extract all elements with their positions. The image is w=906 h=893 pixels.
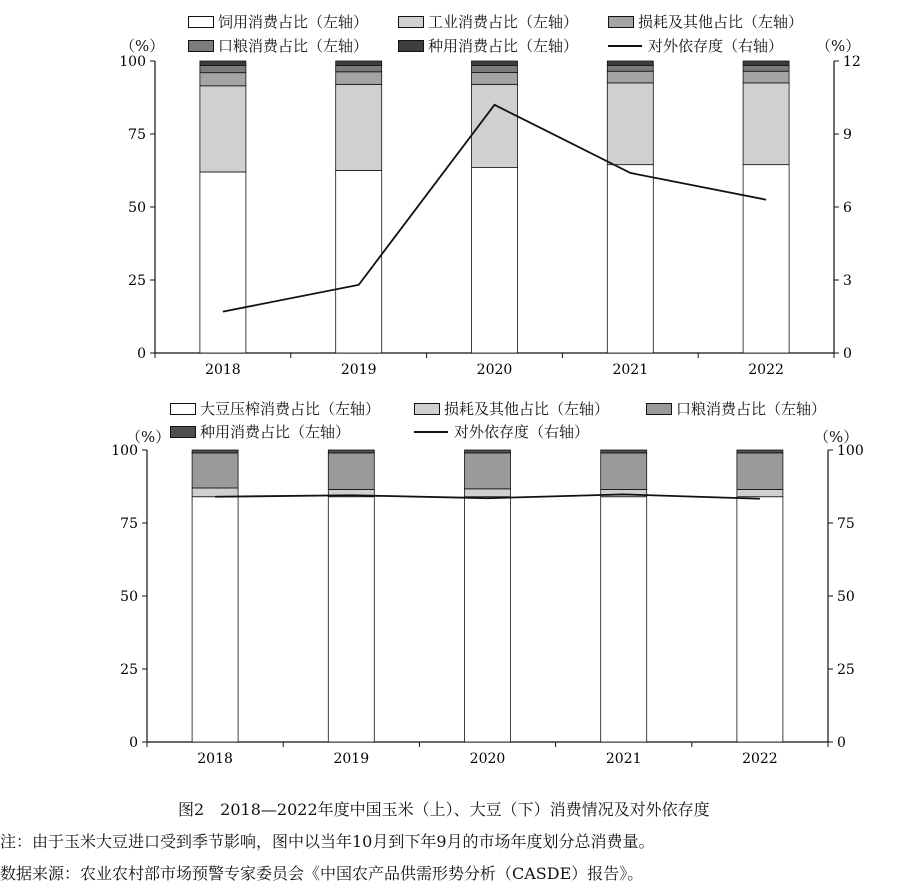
legend-label: 饲用消费占比（左轴） (218, 13, 369, 31)
bar-segment (328, 497, 374, 742)
left-tick-label: 50 (120, 589, 138, 605)
bottom-right-unit: （%） (814, 428, 859, 446)
bar-segment (607, 71, 653, 83)
bar-segment (607, 83, 653, 165)
right-tick-label: 12 (843, 54, 861, 70)
legend-label: 口粮消费占比（左轴） (218, 37, 369, 55)
right-tick-label: 100 (837, 443, 864, 459)
chart-soybean (111, 443, 863, 767)
bar-segment (607, 65, 653, 71)
bar-segment (472, 168, 518, 353)
bar-segment (328, 450, 374, 453)
left-tick-label: 0 (137, 346, 146, 362)
bar-segment (336, 72, 382, 85)
bar-segment (601, 497, 647, 742)
legend-label: 损耗及其他占比（左轴） (638, 13, 804, 31)
legend-label: 种用消费占比（左轴） (200, 423, 351, 441)
bar-segment (465, 453, 511, 489)
bar-segment (743, 65, 789, 71)
bar-segment (743, 71, 789, 83)
bar-segment (200, 86, 246, 172)
bar-segment (472, 65, 518, 72)
x-tick-label: 2020 (469, 751, 506, 767)
x-tick-label: 2020 (476, 362, 513, 378)
bar-segment (336, 84, 382, 170)
legend-label: 工业消费占比（左轴） (428, 13, 579, 31)
right-tick-label: 0 (843, 346, 852, 362)
bar-segment (601, 453, 647, 490)
bar-segment (737, 453, 783, 490)
bar-segment (743, 61, 789, 65)
bar-segment (200, 65, 246, 72)
left-tick-label: 75 (120, 516, 138, 532)
bottom-left-unit: （%） (126, 428, 171, 446)
bar-segment (336, 171, 382, 354)
right-tick-label: 0 (837, 735, 846, 751)
right-tick-label: 6 (843, 200, 852, 216)
figure-note: 注：由于玉米大豆进口受到季节影响，图中以当年10月到下年9月的市场年度划分总消费量。 (0, 832, 655, 851)
bar-segment (465, 497, 511, 742)
right-tick-label: 9 (843, 127, 852, 143)
bar-segment (472, 61, 518, 65)
left-tick-label: 25 (128, 273, 146, 289)
left-tick-label: 0 (129, 735, 138, 751)
legend-label: 对外依存度（右轴） (454, 423, 590, 441)
left-tick-label: 50 (128, 200, 146, 216)
x-tick-label: 2019 (340, 362, 377, 378)
x-tick-label: 2022 (742, 751, 778, 767)
x-tick-label: 2022 (748, 362, 784, 378)
right-tick-label: 75 (837, 516, 855, 532)
bar-segment (743, 165, 789, 353)
bar-segment (737, 489, 783, 496)
x-tick-label: 2019 (333, 751, 370, 767)
bar-segment (737, 450, 783, 453)
legend-label: 口粮消费占比（左轴） (676, 400, 827, 418)
bar-segment (192, 450, 238, 453)
top-left-unit: （%） (120, 37, 165, 55)
bar-segment (200, 73, 246, 86)
bar-segment (328, 453, 374, 490)
bar-segment (200, 172, 246, 353)
x-tick-label: 2018 (197, 751, 233, 767)
legend-label: 大豆压榨消费占比（左轴） (200, 400, 381, 418)
legend-label: 种用消费占比（左轴） (428, 37, 579, 55)
left-tick-label: 100 (119, 54, 146, 70)
x-tick-label: 2018 (205, 362, 241, 378)
bar-segment (607, 165, 653, 353)
bar-segment (192, 488, 238, 497)
bar-segment (192, 497, 238, 742)
right-tick-label: 3 (843, 273, 852, 289)
bar-segment (607, 61, 653, 65)
left-tick-label: 100 (111, 443, 138, 459)
bar-segment (336, 65, 382, 71)
bar-segment (192, 453, 238, 488)
bar-segment (465, 489, 511, 497)
bar-segment (601, 450, 647, 453)
top-right-unit: （%） (816, 37, 861, 55)
bar-segment (336, 61, 382, 65)
bar-segment (200, 61, 246, 65)
legend-label: 损耗及其他占比（左轴） (444, 400, 610, 418)
right-tick-label: 50 (837, 589, 855, 605)
figure-source: 数据来源：农业农村部市场预警专家委员会《中国农产品供需形势分析（CASDE）报告》。 (0, 864, 644, 883)
left-tick-label: 25 (120, 662, 138, 678)
bar-segment (743, 83, 789, 165)
bar-segment (472, 72, 518, 84)
right-tick-label: 25 (837, 662, 855, 678)
bar-segment (737, 497, 783, 742)
x-tick-label: 2021 (605, 751, 642, 767)
figure-caption-title: 图2 2018—2022年度中国玉米（上）、大豆（下）消费情况及对外依存度 (178, 800, 710, 819)
chart-corn (119, 54, 861, 378)
left-tick-label: 75 (128, 127, 146, 143)
legend-label: 对外依存度（右轴） (648, 37, 784, 55)
x-tick-label: 2021 (612, 362, 649, 378)
bar-segment (465, 450, 511, 453)
